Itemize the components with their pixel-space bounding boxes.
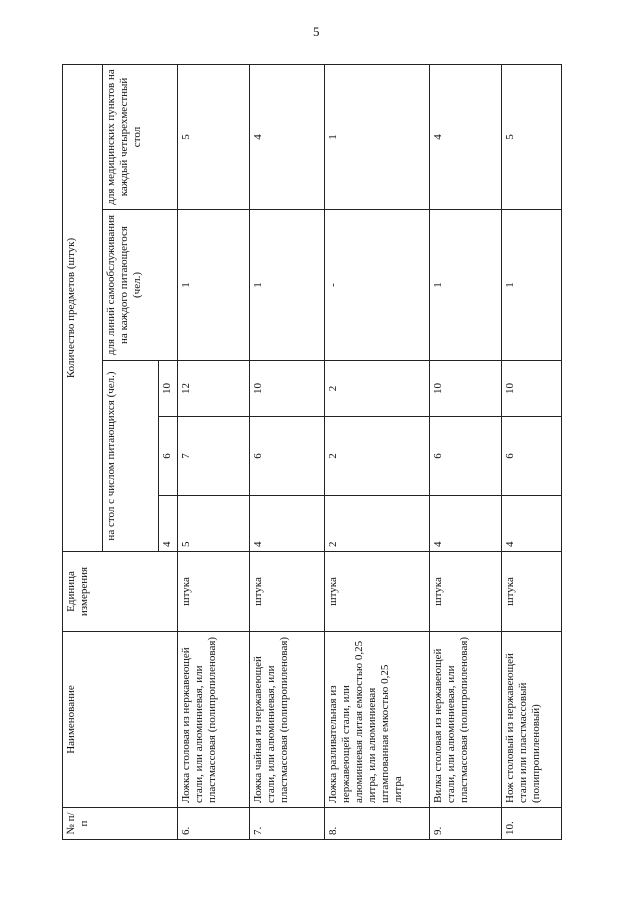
row-unit: штука	[502, 552, 562, 632]
utensils-table	[62, 64, 562, 840]
row-value-4: 4	[250, 496, 325, 552]
row-num: 9.	[430, 808, 502, 840]
row-name: Ложка чайная из нержавеющей стали, или алюминиевая, или пластмассовая (полипропиленовая)	[250, 632, 325, 808]
row-self-service: 1	[178, 210, 250, 361]
header-row-1	[63, 64, 103, 839]
row-value-10: 2	[325, 361, 430, 417]
row-num: 7.	[250, 808, 325, 840]
row-value-6: 6	[430, 417, 502, 496]
page-number: 5	[313, 24, 320, 39]
row-medical: 4	[250, 64, 325, 209]
row-value-4: 4	[430, 496, 502, 552]
row-value-4: 4	[502, 496, 562, 552]
header-col-10: 10	[159, 361, 178, 417]
row-value-10: 10	[250, 361, 325, 417]
row-value-6: 7	[178, 417, 250, 496]
table-row	[502, 64, 562, 839]
row-value-10: 10	[430, 361, 502, 417]
header-quantity: Количество предметов (штук)	[63, 64, 103, 551]
header-name: Наименование	[63, 632, 178, 808]
header-per-table: на стол с числом питающихся (чел.)	[103, 361, 159, 552]
row-num: 6.	[178, 808, 250, 840]
row-name: Ложка разливательная из нержавеющей стали, или алюминиевая литая емкостью 0,25 литра, или алюминиевая штампованная емкостью 0,25 литра	[325, 632, 430, 808]
rotated-table-container	[62, 65, 562, 840]
row-value-10: 12	[178, 361, 250, 417]
row-name: Ложка столовая из нержавеющей стали, или алюминиевая, или пластмассовая (полипропиленовая)	[178, 632, 250, 808]
row-self-service: -	[325, 210, 430, 361]
row-num: 10.	[502, 808, 562, 840]
row-value-6: 2	[325, 417, 430, 496]
header-self-service: для линий самообслуживания на каждого питающегося (чел.)	[103, 210, 178, 361]
row-name: Вилка столовая из нержавеющей стали, или алюминиевая, или пластмассовая (полипропиленовая)	[430, 632, 502, 808]
header-num: № п/п	[63, 808, 178, 840]
row-self-service: 1	[502, 210, 562, 361]
table-row	[325, 64, 430, 839]
row-medical: 4	[430, 64, 502, 209]
table-row	[178, 64, 250, 839]
row-unit: штука	[178, 552, 250, 632]
row-medical: 5	[502, 64, 562, 209]
header-unit: Единица измерения	[63, 552, 178, 632]
header-col-6: 6	[159, 417, 178, 496]
table-row	[430, 64, 502, 839]
row-unit: штука	[430, 552, 502, 632]
row-value-4: 5	[178, 496, 250, 552]
header-col-4: 4	[159, 496, 178, 552]
header-medical: для медицинских пунктов на каждый четырехместный стол	[103, 64, 178, 209]
row-self-service: 1	[430, 210, 502, 361]
row-value-4: 2	[325, 496, 430, 552]
row-medical: 1	[325, 64, 430, 209]
row-num: 8.	[325, 808, 430, 840]
row-value-6: 6	[250, 417, 325, 496]
row-value-6: 6	[502, 417, 562, 496]
row-self-service: 1	[250, 210, 325, 361]
row-name: Нож столовый из нержавеющей стали или пластмассовый (полипропиленовый)	[502, 632, 562, 808]
row-unit: штука	[325, 552, 430, 632]
row-medical: 5	[178, 64, 250, 209]
row-unit: штука	[250, 552, 325, 632]
row-value-10: 10	[502, 361, 562, 417]
table-row	[250, 64, 325, 839]
